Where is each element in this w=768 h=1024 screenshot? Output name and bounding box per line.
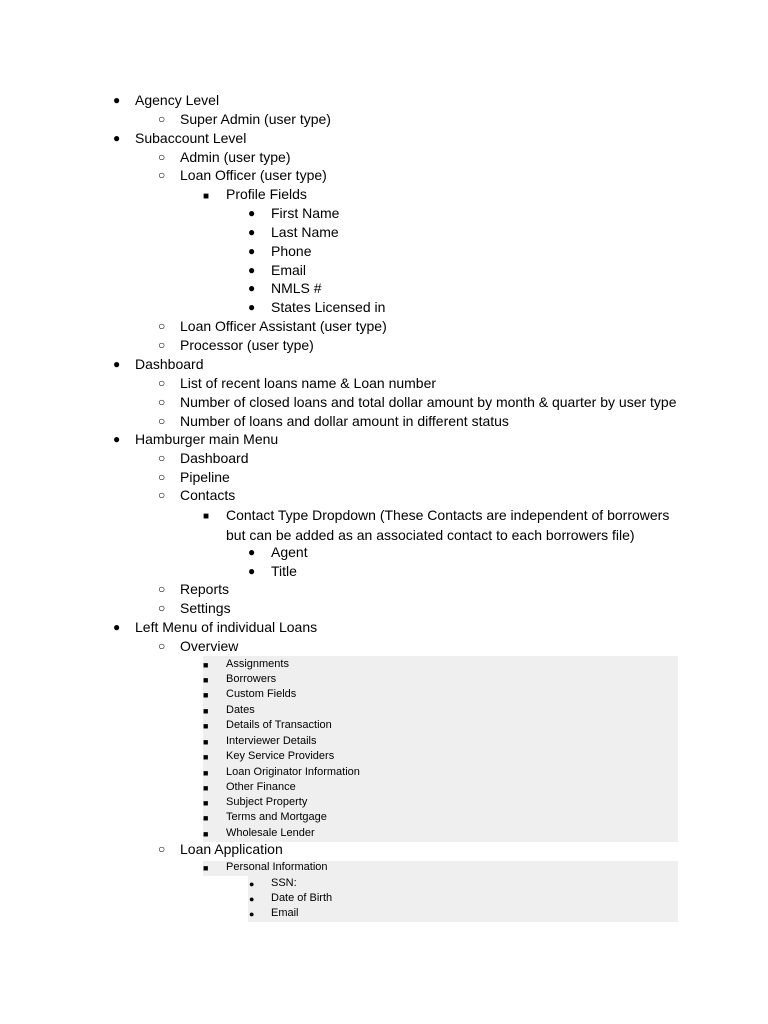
bullet-disc-icon: ●: [249, 909, 255, 919]
bullet-square-icon: ■: [203, 783, 209, 793]
list-item-text: Agent: [271, 544, 308, 560]
list-item-text: Key Service Providers: [226, 750, 335, 762]
bullet-circle-icon: ○: [158, 601, 166, 615]
list-item: [0, 505, 768, 545]
list-item-text: Other Finance: [226, 781, 296, 793]
bullet-disc-icon: ●: [248, 206, 256, 220]
bullet-disc-icon: ●: [113, 131, 121, 145]
bullet-circle-icon: ○: [158, 582, 166, 596]
bullet-square-icon: ■: [203, 829, 209, 839]
bullet-square-icon: ■: [203, 721, 209, 731]
list-item-text: Settings: [180, 600, 231, 616]
list-item-text: Loan Application: [180, 841, 283, 857]
bullet-circle-icon: ○: [158, 470, 166, 484]
list-item-text: Overview: [180, 638, 239, 654]
list-item-text: Borrowers: [226, 673, 277, 685]
list-item-text: Details of Transaction: [226, 719, 332, 731]
bullet-square-icon: ■: [203, 660, 209, 670]
list-item-text: Dates: [226, 704, 255, 716]
list-item-text: Wholesale Lender: [226, 827, 315, 839]
bullet-square-icon: ■: [203, 511, 210, 522]
bullet-square-icon: ■: [203, 191, 210, 202]
bullet-disc-icon: ●: [248, 300, 256, 314]
bullet-disc-icon: ●: [248, 545, 256, 559]
bullet-disc-icon: ●: [113, 357, 121, 371]
list-item-text: Dashboard: [180, 450, 249, 466]
bullet-circle-icon: ○: [158, 488, 166, 502]
list-item-text: Title: [271, 563, 297, 579]
bullet-square-icon: ■: [203, 813, 209, 823]
bullet-disc-icon: ●: [113, 432, 121, 446]
bullet-disc-icon: ●: [249, 894, 255, 904]
list-item-text: Pipeline: [180, 469, 230, 485]
list-item-text: Number of closed loans and total dollar amount by month & quarter by user type: [180, 394, 677, 410]
bullet-circle-icon: ○: [158, 168, 166, 182]
list-item-text: Phone: [271, 243, 312, 259]
list-item-text: Contact Type Dropdown (These Contacts are independent of borrowers but can be added as an associated contact to each borrowers file): [226, 507, 670, 543]
list-item-text: Personal Information: [226, 861, 328, 873]
bullet-disc-icon: ●: [248, 281, 256, 295]
list-item-text: List of recent loans name & Loan number: [180, 375, 437, 391]
bullet-square-icon: ■: [203, 798, 209, 808]
bullet-circle-icon: ○: [158, 842, 166, 856]
bullet-circle-icon: ○: [158, 319, 166, 333]
list-item-text: Reports: [180, 581, 230, 597]
bullet-disc-icon: ●: [113, 620, 121, 634]
list-item-text: Profile Fields: [226, 186, 307, 202]
bullet-circle-icon: ○: [158, 451, 166, 465]
bullet-square-icon: ■: [203, 690, 209, 700]
list-item-text: Contacts: [180, 487, 236, 503]
bullet-disc-icon: ●: [248, 225, 256, 239]
list-item-text: Dashboard: [135, 356, 204, 372]
bullet-circle-icon: ○: [158, 639, 166, 653]
list-item-text: First Name: [271, 205, 340, 221]
list-item-text: Hamburger main Menu: [135, 431, 279, 447]
list-item-text: Subject Property: [226, 796, 308, 808]
list-item-text: NMLS #: [271, 280, 322, 296]
bullet-circle-icon: ○: [158, 338, 166, 352]
bullet-circle-icon: ○: [158, 150, 166, 164]
bullet-circle-icon: ○: [158, 112, 166, 126]
bullet-disc-icon: ●: [248, 244, 256, 258]
list-item-text: Left Menu of individual Loans: [135, 619, 318, 635]
list-item-text: Agency Level: [135, 92, 220, 108]
bullet-circle-icon: ○: [158, 414, 166, 428]
list-item-text: Date of Birth: [271, 892, 333, 904]
list-item-text: Terms and Mortgage: [226, 811, 327, 823]
list-item-text: Loan Originator Information: [226, 766, 360, 778]
list-item-text: Loan Officer Assistant (user type): [180, 318, 387, 334]
list-item-text: Email: [271, 262, 307, 278]
bullet-disc-icon: ●: [248, 263, 256, 277]
bullet-square-icon: ■: [203, 863, 209, 873]
list-item-text: Processor (user type): [180, 337, 314, 353]
list-item-text: Super Admin (user type): [180, 111, 331, 127]
list-item-text: Email: [271, 907, 299, 919]
list-item-text: Subaccount Level: [135, 130, 247, 146]
bullet-disc-icon: ●: [113, 93, 121, 107]
bullet-square-icon: ■: [203, 737, 209, 747]
list-item-text: Last Name: [271, 224, 339, 240]
list-item-text: Loan Officer (user type): [180, 167, 327, 183]
list-item-text: SSN:: [271, 877, 297, 889]
bullet-circle-icon: ○: [158, 395, 166, 409]
bullet-square-icon: ■: [203, 675, 209, 685]
bullet-disc-icon: ●: [249, 879, 255, 889]
bullet-square-icon: ■: [203, 752, 209, 762]
bullet-square-icon: ■: [203, 706, 209, 716]
list-item-text: States Licensed in: [271, 299, 386, 315]
list-item-text: Number of loans and dollar amount in different status: [180, 413, 509, 429]
list-item-text: Admin (user type): [180, 149, 291, 165]
bullet-disc-icon: ●: [248, 564, 256, 578]
bullet-square-icon: ■: [203, 768, 209, 778]
bullet-circle-icon: ○: [158, 376, 166, 390]
list-item-text: Interviewer Details: [226, 735, 317, 747]
list-item-text: Assignments: [226, 658, 289, 670]
list-item-text: Custom Fields: [226, 688, 297, 700]
